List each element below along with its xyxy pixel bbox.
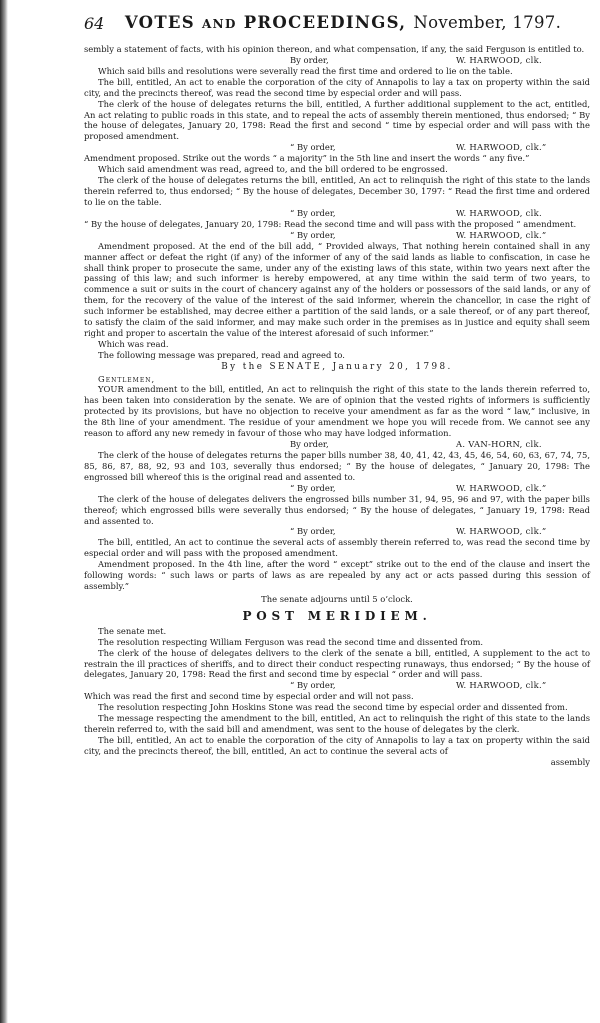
salutation: Gentlemen, — [98, 373, 156, 384]
running-title-text: VOTES and PROCEEDINGS, — [124, 13, 407, 32]
section-heading: POST MERIDIEM. — [242, 608, 432, 623]
paragraph-continued: sembly a statement of facts, with his opinion thereon, and what compensation, if any, the said Ferguson is entitled to. — [84, 44, 585, 54]
paragraph: The senate met. — [98, 625, 167, 636]
paragraph: Which said amendment was read, agreed to, and the bill ordered to be engrossed. — [98, 164, 448, 175]
running-title-date: November, 1797. — [413, 13, 562, 32]
paragraph: YOUR amendment to the bill, entitled, An act to relinquish the right of this state to the lands therein referred to, has been taken into consideration by the senate. We are of opinion that the vested rights of informers is sufficiently protected by its provisions, but have no objection to receive your amendment as far as the word “ law,” inclusive, in the 8th line of your amendment. The residue of your amendment we hope you will recede from. We cannot see any reason to afford any new remedy in favour of those who may have lodged information. — [84, 384, 590, 439]
paragraph: Amendment proposed. In the 4th line, after the word “ except” strike out to the end of the clause and insert the following words: “ such laws or parts of laws as are repealed by any act or acts passed during this session of assembly.” — [84, 559, 590, 592]
paragraph: The following message was prepared, read and agreed to. — [98, 349, 345, 360]
signature-line — [84, 230, 590, 241]
signature-line — [84, 680, 590, 691]
by-order-text: “ By order, — [290, 142, 336, 153]
page-header — [84, 13, 588, 44]
page-number: 64 — [84, 14, 105, 33]
clerk-signature: A. VAN-HORN, clk. — [456, 439, 542, 449]
binding-shadow — [0, 0, 8, 1023]
catchword: assembly — [550, 756, 590, 767]
paragraph: The resolution respecting William Ferguson was read the second time and dissented from. — [98, 636, 484, 647]
document-body — [84, 44, 590, 768]
signature-line — [84, 55, 590, 66]
signature-line — [84, 526, 590, 537]
signature-line — [84, 439, 590, 450]
by-order-text: By order, — [290, 439, 329, 449]
paragraph: The bill, entitled, An act to enable the corporation of the city of Annapolis to lay a tax on property within the said city, and the precincts thereof, the bill, entitled, An act to continue the several acts of — [84, 734, 590, 756]
paragraph-continued: Which was read the first and second time by especial order and will not pass. — [84, 691, 414, 702]
by-order-text: By order, — [290, 54, 329, 65]
paragraph: The clerk of the house of delegates returns the bill, entitled, An act to relinquish the right of this state to the lands therein referred to, thus endorsed; “ By the house of delegates, December 30, 1797: “ Read the first time and ordered to lie on the table. — [84, 175, 590, 207]
paragraph-continued: Amendment proposed. Strike out the words “ a majority” in the 5th line and insert the words “ any five.” — [84, 153, 530, 164]
paragraph: The clerk of the house of delegates returns the bill, entitled, A further additional supplement to the act, entitled, An act relating to public roads in this state, and to repeal the acts of assembly therein mentioned, thus endorsed; “ By the house of delegates, January 20, 1798: Read the first and second “ time by especial order and will pass with the proposed amendment. — [84, 98, 590, 142]
paragraph: The clerk of the house of delegates delivers to the clerk of the senate a bill, entitled, A supplement to the act to restrain the ill practices of sheriffs, and to direct their conduct respecting runaways, thus endorsed; “ By the house of delegates, January 20, 1798: Read the first and second time by especial “ order and will pass. — [84, 647, 590, 680]
by-order-text: “ By order, — [290, 526, 336, 537]
adjournment-note: The senate adjourns until 5 o’clock. — [261, 593, 413, 604]
paragraph: The bill, entitled, An act to enable the corporation of the city of Annapolis to lay a tax on property within the said city, and the precincts thereof, was read the second time by especial order and will pass. — [84, 76, 590, 98]
paragraph: Which said bills and resolutions were severally read the first time and ordered to lie on the table. — [98, 65, 513, 76]
by-order-text: “ By order, — [290, 680, 336, 691]
signature-line — [84, 483, 590, 494]
by-order-text: “ By order, — [290, 229, 336, 240]
by-order-text: “ By order, — [290, 207, 336, 218]
clerk-signature: W. HARWOOD, clk.” — [456, 526, 547, 537]
clerk-signature: W. HARWOOD, clk.” — [456, 482, 547, 493]
paragraph: The clerk of the house of delegates returns the paper bills number 38, 40, 41, 42, 43, 45, 46, 54, 60, 63, 67, 74, 75, 85, 86, 87, 88, 92, 93 and 103, severally thus endorsed; “ By the house of delegates, “ January 20, 1798: The engrossed bill whereof this is the original read and assented to. — [84, 450, 590, 482]
clerk-signature: W. HARWOOD, clk. — [456, 207, 542, 218]
signature-line — [84, 142, 590, 153]
paragraph: The clerk of the house of delegates delivers the engrossed bills number 31, 94, 95, 96 and 97, with the paper bills thereof; which engrossed bills were severally thus endorsed; “ By the house of delegates, “ January 19, 1798: Read and assented to. — [84, 493, 590, 526]
clerk-signature: W. HARWOOD, clk.” — [456, 142, 547, 153]
running-title — [98, 13, 588, 32]
clerk-signature: W. HARWOOD, clk.” — [456, 229, 547, 240]
signature-line — [84, 208, 590, 219]
clerk-signature: W. HARWOOD, clk. — [456, 54, 542, 65]
by-order-text: “ By order, — [290, 482, 336, 493]
paragraph-continued: “ By the house of delegates, January 20, 1798: Read the second time and will pass with the proposed “ amendment. — [84, 218, 577, 229]
clerk-signature: W. HARWOOD, clk.” — [456, 680, 547, 691]
paragraph: The message respecting the amendment to the bill, entitled, An act to relinquish the right of this state to the lands therein referred to, with the said bill and amendment, was sent to the house of delegates by the clerk. — [84, 713, 590, 735]
paragraph: Which was read. — [98, 338, 169, 349]
paragraph: The bill, entitled, An act to continue the several acts of assembly therein referred to, was read the second time by especial order and will pass with the proposed amendment. — [84, 537, 590, 559]
paragraph: Amendment proposed. At the end of the bill add, “ Provided always, That nothing herein contained shall in any manner affect or defeat the right (if any) of the informer of any of the said lands as liable to confiscation, in case he shall think proper to prosecute the same, under any of the existing laws of this state, within two years next after the passing of this law; and such informer is hereby empowered, at any time within the said term of two years, to commence a suit or suits in the court of chancery against any of the holders or possessors of the said lands, or any of them, for the recovery of the value of the interest of the said informer, wherein the chancellor, in case the right of such informer be established, may decree either a partition of the said lands, or a sale thereof, or of any part thereof, to satisfy the claim of the said informer, and may make such order in the premises as in justice and equity shall seem right and proper to ascertain the value of the interest aforesaid of such informer.” — [84, 240, 590, 338]
senate-byline: By the SENATE, January 20, 1798. — [221, 361, 453, 372]
paragraph: The resolution respecting John Hoskins Stone was read the second time by especial order and dissented from. — [98, 702, 568, 713]
